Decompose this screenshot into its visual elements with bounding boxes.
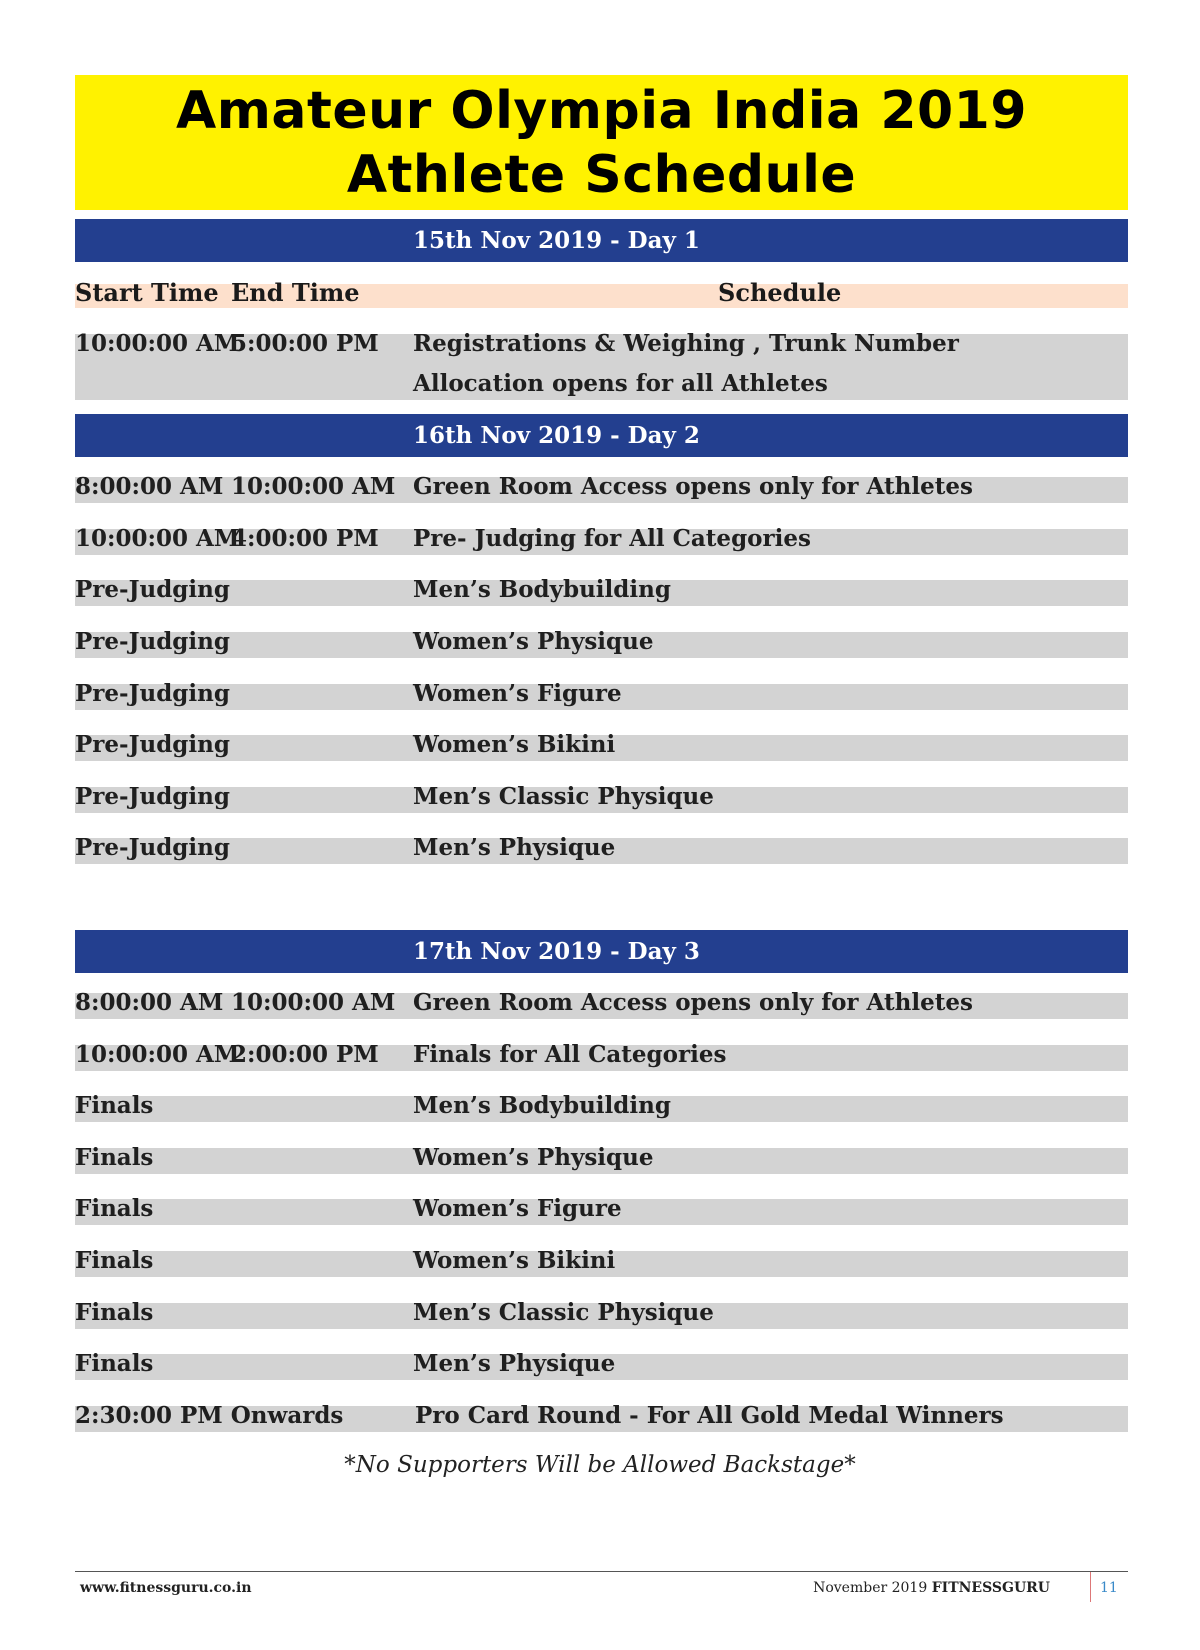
footer-brand: FITNESSGURU <box>931 1580 1050 1596</box>
day-2-label: 16th Nov 2019 - Day 2 <box>413 422 700 449</box>
row-start-time: Pre-Judging <box>75 834 230 861</box>
day-1-label: 15th Nov 2019 - Day 1 <box>413 227 700 254</box>
row-schedule: Men’s Classic Physique <box>413 783 714 810</box>
column-header-end: End Time <box>231 278 360 307</box>
row-end-time: 4:00:00 PM <box>231 525 379 552</box>
row-schedule: Women’s Figure <box>413 1195 622 1222</box>
day-2-header <box>75 414 1128 457</box>
row-schedule: Men’s Physique <box>413 834 616 861</box>
row-schedule: Finals for All Categories <box>413 1041 727 1068</box>
row-end-time: 5:00:00 PM <box>231 330 379 357</box>
footer-issue-date: November 2019 <box>813 1580 928 1596</box>
row-start-time: Finals <box>75 1195 154 1222</box>
title-line-1: Amateur Olympia India 2019 <box>175 81 1028 141</box>
title-line-2: Athlete Schedule <box>346 145 857 205</box>
row-start-time: 10:00:00 AM <box>75 330 240 357</box>
row-start-time: 8:00:00 AM <box>75 989 224 1016</box>
row-start-time: Pre-Judging <box>75 576 230 603</box>
row-schedule: Women’s Physique <box>413 1144 654 1171</box>
row-end-time: 10:00:00 AM <box>231 989 396 1016</box>
column-header-schedule: Schedule <box>718 278 842 307</box>
footer-separator <box>1090 1572 1091 1602</box>
footnote: *No Supporters Will be Allowed Backstage* <box>344 1452 856 1478</box>
row-schedule: Women’s Bikini <box>413 731 616 758</box>
row-start-time: Pre-Judging <box>75 680 230 707</box>
row-start-time: 10:00:00 AM <box>75 1041 240 1068</box>
row-schedule: Men’s Physique <box>413 1350 616 1377</box>
row-start-time: Finals <box>75 1350 154 1377</box>
row-schedule: Pre- Judging for All Categories <box>413 525 811 552</box>
row-schedule: Men’s Bodybuilding <box>413 576 671 603</box>
row-start-time: Pre-Judging <box>75 731 230 758</box>
row-schedule: Pro Card Round - For All Gold Medal Winners <box>415 1402 1004 1429</box>
day-3-header <box>75 930 1128 973</box>
row-end-time: 2:00:00 PM <box>231 1041 379 1068</box>
row-start-time: Finals <box>75 1144 154 1171</box>
row-start-time: 10:00:00 AM <box>75 525 240 552</box>
row-start-time: Finals <box>75 1247 154 1274</box>
row-schedule: Women’s Figure <box>413 680 622 707</box>
row-end-time: 10:00:00 AM <box>231 473 396 500</box>
row-schedule: Women’s Bikini <box>413 1247 616 1274</box>
row-start-time: Finals <box>75 1299 154 1326</box>
day-1-header <box>75 219 1128 262</box>
row-schedule: Women’s Physique <box>413 628 654 655</box>
row-schedule: Men’s Bodybuilding <box>413 1092 671 1119</box>
row-start-time: Finals <box>75 1092 154 1119</box>
row-schedule: Men’s Classic Physique <box>413 1299 714 1326</box>
footer-divider <box>75 1571 1128 1572</box>
footer-issue <box>813 1580 1050 1596</box>
day-3-label: 17th Nov 2019 - Day 3 <box>413 938 700 965</box>
column-header-start: Start Time <box>75 278 219 307</box>
row-schedule: Green Room Access opens only for Athletes <box>413 989 973 1016</box>
row-start-time: 2:30:00 PM Onwards <box>75 1402 344 1429</box>
row-start-time: 8:00:00 AM <box>75 473 224 500</box>
row-start-time: Pre-Judging <box>75 628 230 655</box>
title-banner <box>75 75 1128 210</box>
footer-page-number: 11 <box>1100 1580 1118 1596</box>
footer-website: www.fitnessguru.co.in <box>80 1580 252 1596</box>
row-schedule: Green Room Access opens only for Athletes <box>413 473 973 500</box>
row-schedule: Registrations & Weighing , Trunk Number Allocation opens for all Athletes <box>413 330 959 397</box>
row-start-time: Pre-Judging <box>75 783 230 810</box>
